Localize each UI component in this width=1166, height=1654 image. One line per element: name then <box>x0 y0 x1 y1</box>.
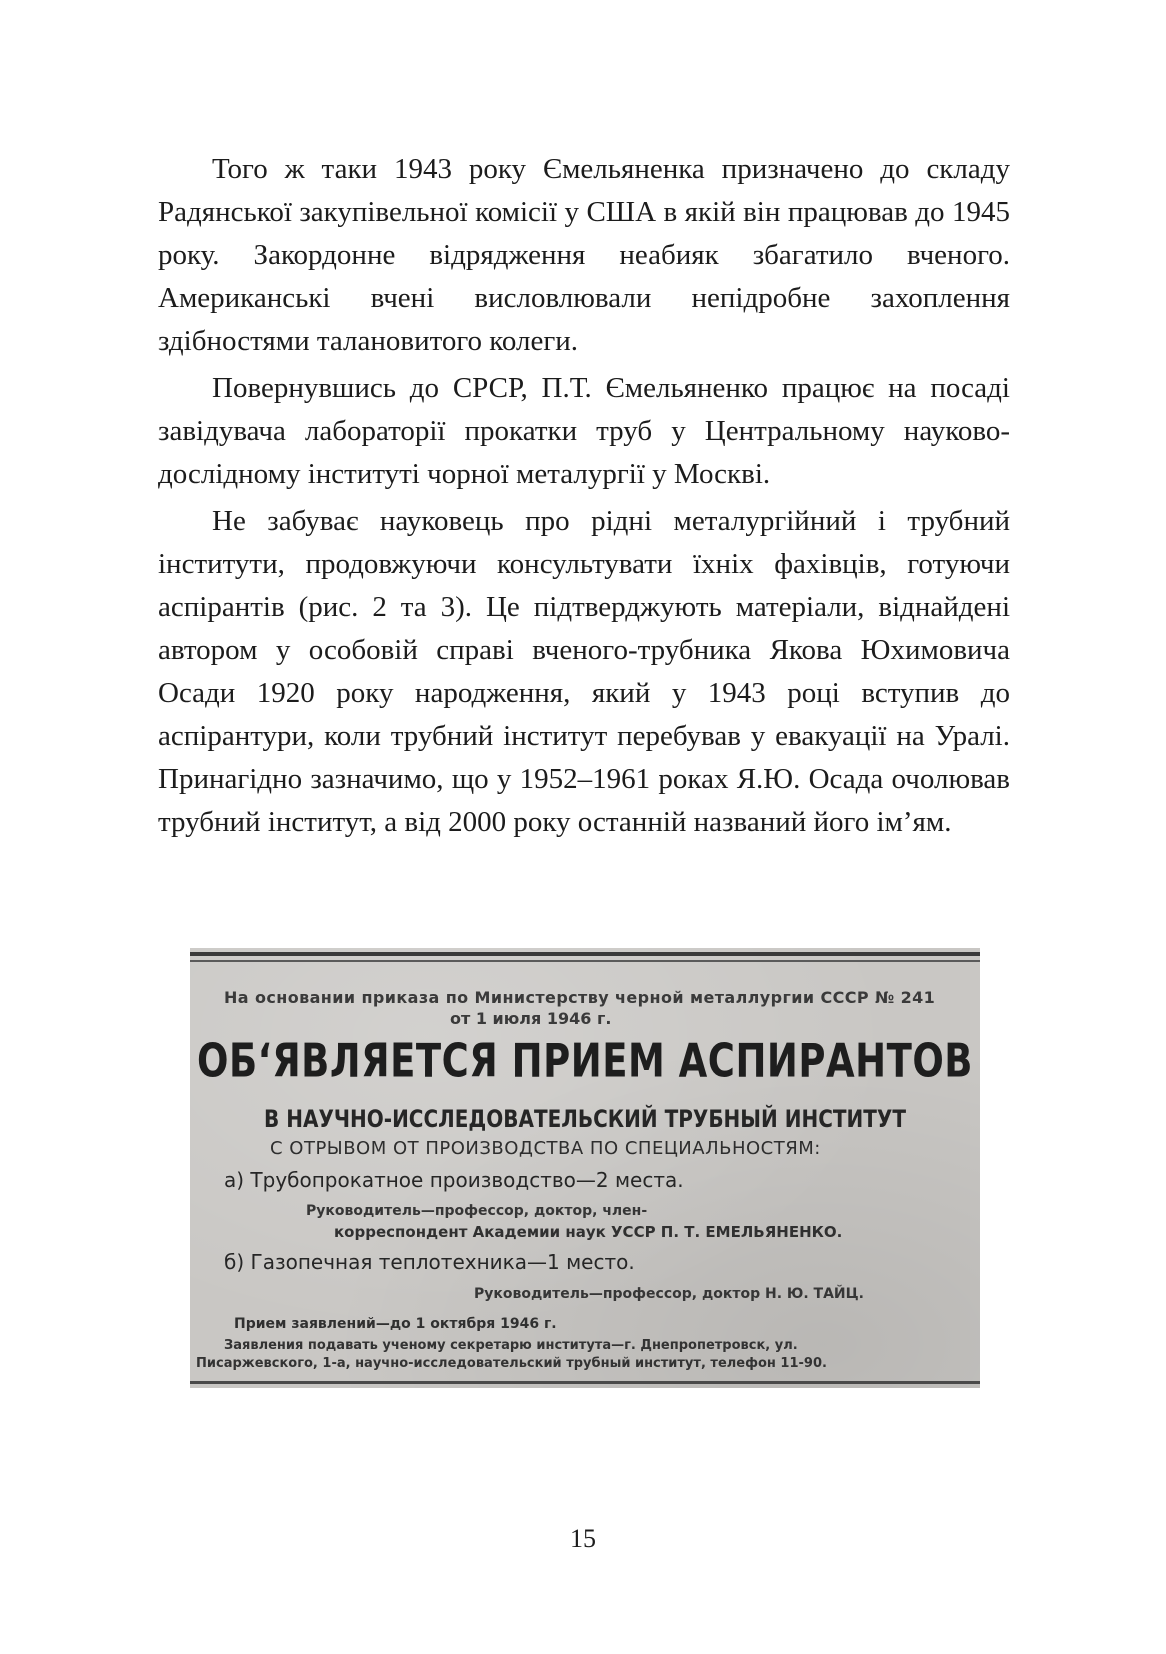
clipping-submission-line-2: Писаржевского, 1-а, научно-исследовательский трубный институт, телефон 11-90. <box>196 1356 827 1371</box>
clipping-order-line-1: На основании приказа по Министерству черной металлургии СССР № 241 <box>224 988 936 1007</box>
clipping-application-deadline: Прием заявлений—до 1 октября 1946 г. <box>234 1316 557 1332</box>
paragraph-1: Того ж таки 1943 року Ємельяненка призначено до складу Радянської закупівельної комісії у США в якій він працював до 1945 року. Закордонне відрядження неабияк збагатило вченого. Американські вчені висловлювали непідробне захоплення здібностями талановитого колеги. <box>158 153 1010 357</box>
clipping-order-line-2: от 1 июля 1946 г. <box>450 1009 612 1028</box>
paragraph-2: Повернувшись до СРСР, П.Т. Ємельяненко працює на посаді завідувача лабораторії прокатки труб у Центральному науково-дослідному інституті чорної металургії у Москві. <box>158 372 1010 490</box>
clipping-top-rule <box>190 952 980 956</box>
clipping-subheading: В НАУЧНО-ИССЛЕДОВАТЕЛЬСКИЙ ТРУБНЫЙ ИНСТИТУТ <box>264 1104 906 1133</box>
clipping-supervisor-a-line-2: корреспондент Академии наук УССР П. Т. ЕМЕЛЬЯНЕНКО. <box>334 1223 843 1241</box>
clipping-specialty-b: б) Газопечная теплотехника—1 место. <box>224 1250 635 1274</box>
clipping-submission-line-1: Заявления подавать ученому секретарю института—г. Днепропетровск, ул. <box>224 1338 798 1353</box>
page-number: 15 <box>570 1524 596 1553</box>
clipping-subheading-2: С ОТРЫВОМ ОТ ПРОИЗВОДСТВА ПО СПЕЦИАЛЬНОСТЯМ: <box>270 1138 821 1159</box>
body-text <box>158 148 1010 844</box>
clipping-specialty-a: а) Трубопрокатное производство—2 места. <box>224 1168 684 1192</box>
clipping-top-rule-thin <box>190 960 980 962</box>
clipping-headline: ОБ‘ЯВЛЯЕТСЯ ПРИЕМ АСПИРАНТОВ <box>196 1034 974 1088</box>
newspaper-clipping-figure <box>190 948 980 1388</box>
clipping-supervisor-b: Руководитель—профессор, доктор Н. Ю. ТАЙЦ. <box>474 1286 864 1302</box>
paragraph-3: Не забуває науковець про рідні металургійний і трубний інститути, продовжуючи консультувати їхніх фахівців, готуючи аспірантів (рис. 2 та 3). Це підтверджують матеріали, віднайдені автором у особовій справі вченого-трубника Якова Юхимовича Осади 1920 року народження, який у 1943 році вступив до аспірантури, коли трубний інститут перебував у евакуації на Уралі. Принагідно зазначимо, що у 1952–1961 роках Я.Ю. Осада очолював трубний інститут, а від 2000 року останній названий його ім’ям. <box>158 505 1010 838</box>
clipping-bottom-rule <box>190 1381 980 1384</box>
clipping-supervisor-a-line-1: Руководитель—профессор, доктор, член- <box>306 1203 648 1219</box>
